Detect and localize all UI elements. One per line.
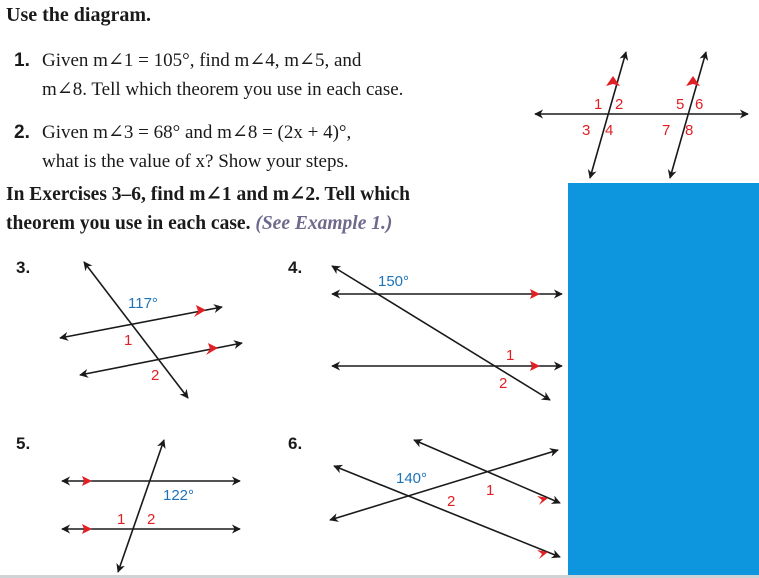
instructions-text: theorem you use in each case. <box>6 213 251 234</box>
exercise-3-number: 3. <box>16 258 31 277</box>
problem-number: 2. <box>14 122 30 143</box>
angle-label: 2 <box>615 96 624 113</box>
exercise-5-number: 5. <box>16 434 31 453</box>
parallel-line-left <box>590 52 626 178</box>
given-angle: 122° <box>163 487 195 504</box>
angle-label: 1 <box>506 347 515 364</box>
transversal-line <box>332 266 550 400</box>
exercise-4-number: 4. <box>288 258 303 277</box>
angle-label: 6 <box>695 96 704 113</box>
angle-label: 3 <box>582 122 591 139</box>
angle-label: 2 <box>147 511 156 528</box>
parallel-line-right <box>670 52 706 178</box>
instructions-line: In Exercises 3–6, find m∠1 and m∠2. Tell which <box>6 184 410 205</box>
angle-label: 2 <box>499 375 508 392</box>
angle-label: 1 <box>594 96 603 113</box>
parallel-line-bottom <box>334 466 560 557</box>
parallel-mark-icon <box>194 305 206 317</box>
angle-label: 1 <box>124 332 133 349</box>
problem-text: what is the value of x? Show your steps. <box>42 151 349 172</box>
angle-label: 7 <box>662 122 671 139</box>
given-angle: 117° <box>128 295 158 312</box>
blue-cover-block <box>568 183 759 576</box>
main-diagram <box>535 52 748 178</box>
exercise-4-diagram <box>332 266 562 400</box>
see-example-link[interactable]: (See Example 1.) <box>255 213 393 234</box>
exercise-6-number: 6. <box>288 434 303 453</box>
problem-text: Given m∠3 = 68° and m∠8 = (2x + 4)°, <box>42 122 352 143</box>
exercise-5-diagram <box>62 440 240 572</box>
angle-label: 4 <box>605 122 614 139</box>
problem-text: m∠8. Tell which theorem you use in each case. <box>42 79 404 100</box>
problem-number: 1. <box>14 50 30 71</box>
angle-label: 5 <box>676 96 685 113</box>
angle-label: 1 <box>117 511 126 528</box>
given-angle: 150° <box>378 273 410 290</box>
section-heading: Use the diagram. <box>6 4 151 26</box>
angle-label: 2 <box>151 367 160 384</box>
angle-label: 8 <box>685 122 694 139</box>
parallel-line-bottom <box>80 343 242 375</box>
angle-label: 2 <box>447 493 456 510</box>
angle-label: 1 <box>486 482 495 499</box>
exercise-6-diagram <box>330 440 560 557</box>
transversal-line <box>118 440 164 572</box>
given-angle: 140° <box>396 470 428 487</box>
problem-text: Given m∠1 = 105°, find m∠4, m∠5, and <box>42 50 362 71</box>
